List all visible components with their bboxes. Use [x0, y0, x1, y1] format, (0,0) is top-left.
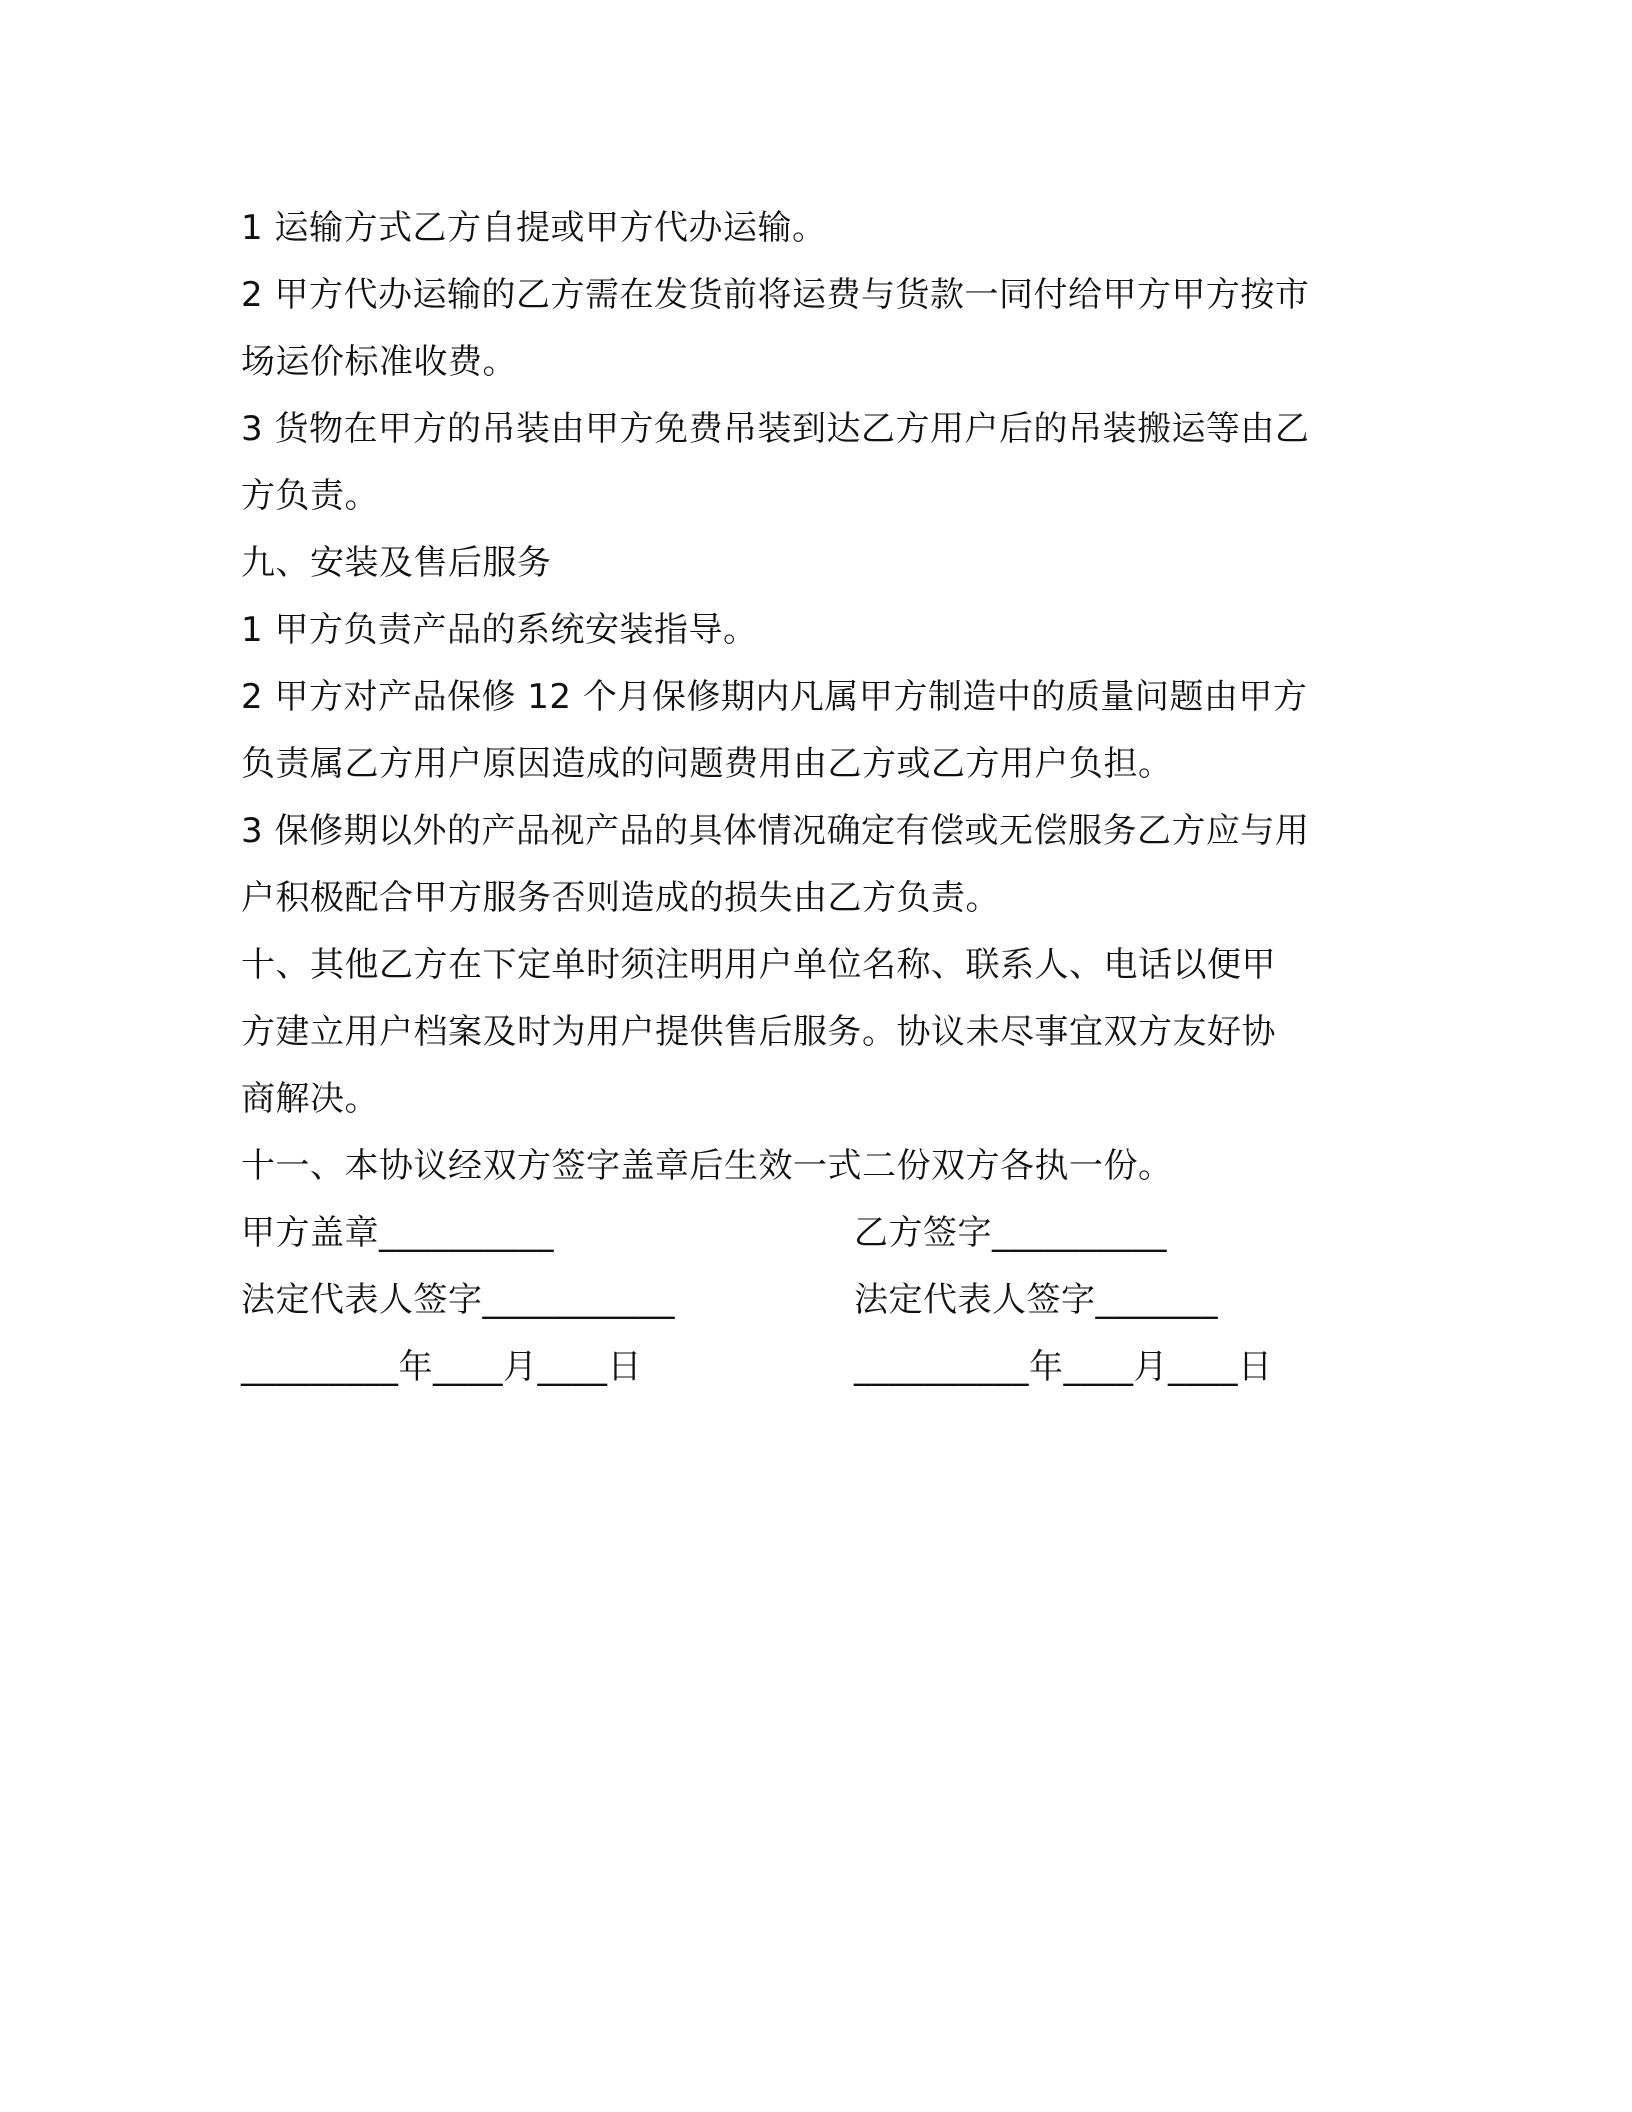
party-a-date-field: _________年____月____日 [241, 1347, 642, 1387]
signature-row-seal [241, 1200, 1391, 1267]
section-11: 十一、本协议经双方签字盖章后生效一式二份双方各执一份。 [241, 1146, 1173, 1186]
clause-8-2-line-2: 场运价标准收费。 [241, 342, 517, 382]
clause-9-2-line-1: 2 甲方对产品保修 12 个月保修期内凡属甲方制造中的质量问题由甲方 [241, 677, 1308, 717]
party-a-seal-field: 甲方盖章__________ [241, 1213, 554, 1253]
clause-9-3-line-2: 户积极配合甲方服务否则造成的损失由乙方负责。 [241, 878, 1000, 918]
clause-8-3-line-1: 3 货物在甲方的吊装由甲方免费吊装到达乙方用户后的吊装搬运等由乙 [241, 409, 1310, 449]
clause-8-2-line-1: 2 甲方代办运输的乙方需在发货前将运费与货款一同付给甲方甲方按市 [241, 275, 1310, 315]
party-b-date-field: __________年____月____日 [854, 1347, 1273, 1387]
party-b-sign-field: 乙方签字__________ [854, 1213, 1167, 1253]
clause-8-1: 1 运输方式乙方自提或甲方代办运输。 [241, 208, 827, 248]
party-a-representative-field: 法定代表人签字___________ [241, 1280, 675, 1320]
clause-9-3-line-1: 3 保修期以外的产品视产品的具体情况确定有偿或无偿服务乙方应与用 [241, 811, 1310, 851]
section-9-heading: 九、安装及售后服务 [241, 543, 552, 583]
section-10-line-3: 商解决。 [241, 1079, 379, 1119]
document-body [241, 195, 1391, 1401]
section-10-line-1: 十、其他乙方在下定单时须注明用户单位名称、联系人、电话以便甲 [241, 945, 1276, 985]
clause-9-2-line-2: 负责属乙方用户原因造成的问题费用由乙方或乙方用户负担。 [241, 744, 1173, 784]
signature-row-representative [241, 1267, 1391, 1334]
signature-row-date [241, 1334, 1391, 1401]
section-10-line-2: 方建立用户档案及时为用户提供售后服务。协议未尽事宜双方友好协 [241, 1012, 1276, 1052]
clause-8-3-line-2: 方负责。 [241, 476, 379, 516]
party-b-representative-field: 法定代表人签字_______ [854, 1280, 1218, 1320]
clause-9-1: 1 甲方负责产品的系统安装指导。 [241, 610, 758, 650]
